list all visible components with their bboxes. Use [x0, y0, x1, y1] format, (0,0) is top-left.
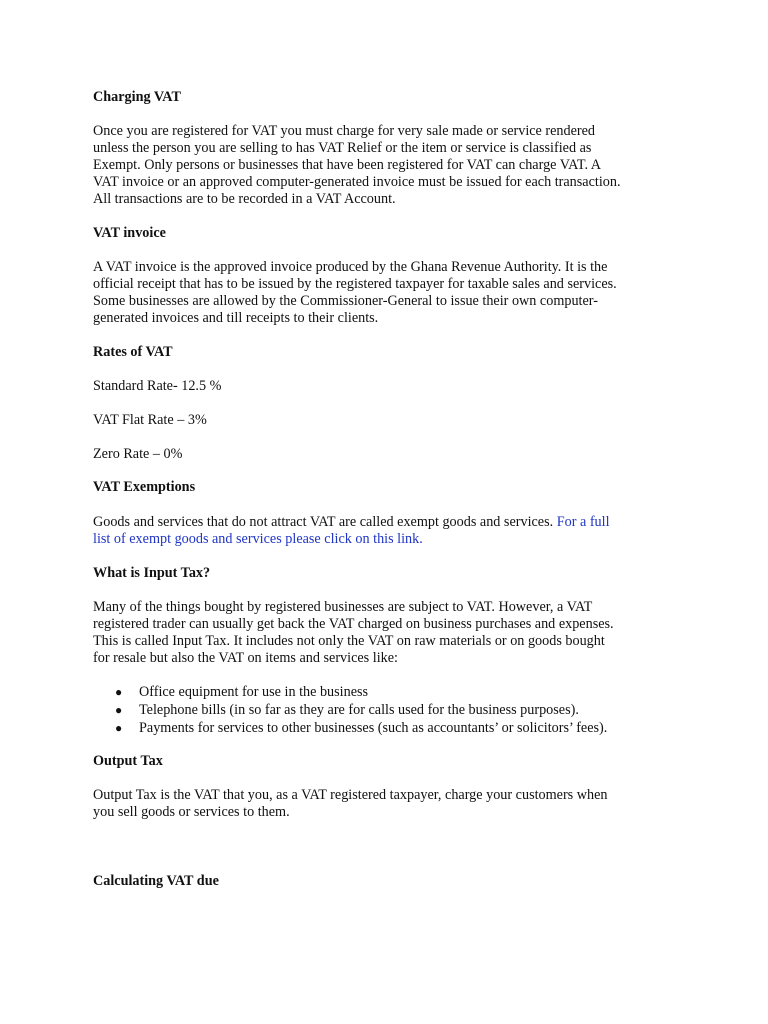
paragraph-input-tax: Many of the things bought by registered businesses are subject to VAT. However, a VAT registered trader can usually get back the VAT charged on business purchases and expenses. This is called Input Tax. It includes not only the VAT on raw materials or on goods bought for resale but also the VAT on items and services like:	[93, 599, 614, 666]
bullet-icon: ●	[115, 703, 123, 717]
heading-output-tax: Output Tax	[93, 753, 163, 769]
paragraph-output-tax: Output Tax is the VAT that you, as a VAT registered taxpayer, charge your customers when you sell goods or services to them.	[93, 787, 608, 820]
paragraph-charging-vat: Once you are registered for VAT you must charge for very sale made or service rendered unless the person you are selling to has VAT Relief or the item or service is classified as Exempt. Only persons or businesses that have been registered for VAT can charge VAT. A VAT invoice or an approved computer-generated invoice must be issued for each transaction. All transactions are to be recorded in a VAT Account.	[93, 123, 621, 207]
heading-charging-vat: Charging VAT	[93, 89, 181, 105]
rate-flat: VAT Flat Rate – 3%	[93, 412, 207, 428]
exempt-goods-link-part1[interactable]: For a full	[556, 514, 610, 530]
heading-vat-exemptions: VAT Exemptions	[93, 479, 196, 495]
list-item	[93, 683, 683, 701]
input-tax-bullet-list	[93, 683, 683, 737]
list-item-text: Office equipment for use in the business	[139, 684, 369, 700]
list-item-text: Payments for services to other businesses (such as accountants’ or solicitors’ fees).	[139, 720, 608, 736]
exemptions-text: Goods and services that do not attract VAT are called exempt goods and services.	[93, 514, 557, 530]
document-page	[93, 86, 683, 890]
rate-standard: Standard Rate- 12.5 %	[93, 378, 222, 394]
list-item	[93, 701, 683, 719]
heading-calculating-vat-due: Calculating VAT due	[93, 873, 219, 889]
rate-zero: Zero Rate – 0%	[93, 446, 183, 462]
heading-input-tax: What is Input Tax?	[93, 565, 211, 581]
paragraph-vat-invoice: A VAT invoice is the approved invoice produced by the Ghana Revenue Authority. It is the official receipt that has to be issued by the registered taxpayer for taxable sales and services. Some businesses are allowed by the Commissioner-General to issue their own computer- generated invoices and till receipts to their clients.	[93, 259, 617, 326]
paragraph-vat-exemptions	[93, 514, 683, 548]
list-item	[93, 719, 683, 737]
heading-vat-invoice: VAT invoice	[93, 225, 166, 241]
bullet-icon: ●	[115, 685, 123, 699]
list-item-text: Telephone bills (in so far as they are for calls used for the business purposes).	[139, 702, 579, 718]
bullet-icon: ●	[115, 721, 123, 735]
heading-rates-of-vat: Rates of VAT	[93, 344, 173, 360]
exempt-goods-link-part2[interactable]: list of exempt goods and services please click on this link.	[93, 531, 423, 547]
